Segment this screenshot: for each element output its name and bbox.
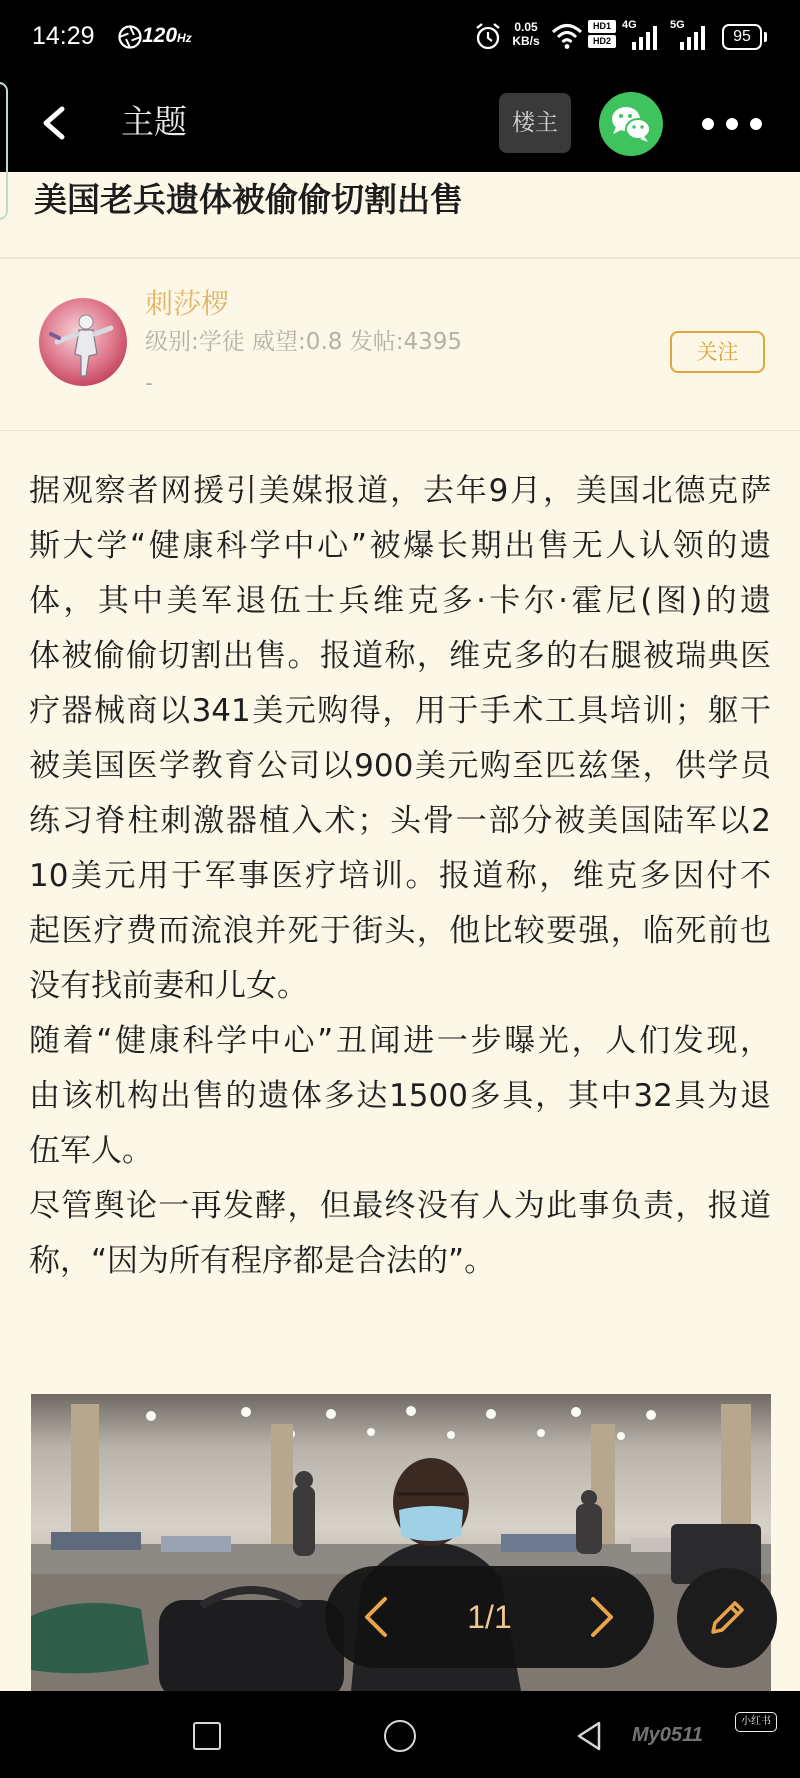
battery-nub [764, 32, 767, 42]
text-line: 起医疗费而流浪并死于街头，他比较要强，临死前也 [29, 913, 771, 949]
system-nav-bar [0, 1691, 800, 1778]
wifi-icon [551, 22, 583, 50]
text-line: 被美国医学教育公司以900美元购至匹兹堡，供学员 [29, 748, 771, 784]
image-pager [325, 1566, 654, 1668]
page-counter: 1/1 [467, 1599, 512, 1635]
text-line: 体，其中美军退伍士兵维克多·卡尔·霍尼(图)的遗 [29, 583, 771, 619]
hd1-badge: HD1 [588, 20, 616, 33]
network-speed-unit: KB/s [512, 34, 540, 48]
more-dots-icon[interactable] [700, 75, 764, 172]
text-line: 练习脊柱刺激器植入术；头骨一部分被美国陆军以2 [29, 803, 771, 839]
text-line: 疗器械商以341美元购得，用于手术工具培训；躯干 [29, 693, 771, 729]
refresh-rate [142, 22, 192, 52]
text-line: 10美元用于军事医疗培训。报道称，维克多因付不 [29, 858, 771, 894]
article-body [29, 464, 771, 1289]
header-title: 主题 [121, 102, 187, 141]
wechat-icon[interactable] [599, 92, 663, 156]
refresh-rate-unit: Hz [177, 31, 192, 45]
circle-icon[interactable] [384, 1720, 416, 1752]
reply-edit-button[interactable] [677, 1568, 777, 1668]
watermark-badge: 小红书 [735, 1712, 777, 1732]
paragraph [29, 1014, 771, 1179]
watermark-logo: My0511 [632, 1724, 703, 1746]
author-stats: 级别:学徒 威望:0.8 发帖:4395 [145, 329, 462, 355]
photo-bag [159, 1590, 344, 1691]
network-speed [506, 20, 546, 48]
dot [702, 118, 714, 130]
dot [750, 118, 762, 130]
chevron-right-icon[interactable] [587, 1595, 617, 1639]
battery-level: 95 [733, 28, 751, 45]
network-speed-value: 0.05 [514, 20, 538, 34]
author-signature: - [145, 371, 153, 396]
aperture-icon [117, 24, 143, 50]
follow-button[interactable]: 关注 [670, 331, 765, 373]
text-line: 尽管舆论一再发酵，但最终没有人为此事负责，报道 [29, 1188, 771, 1224]
text-line: 斯大学“健康科学中心”被爆长期出售无人认领的遗 [29, 528, 771, 564]
battery-icon [722, 24, 762, 50]
text-line: 由该机构出售的遗体多达1500多具，其中32具为退 [29, 1078, 771, 1114]
signal-icon [680, 26, 710, 50]
square-icon[interactable] [193, 1722, 221, 1750]
sim2-network-type: 5G [670, 19, 685, 31]
paragraph [29, 1179, 771, 1289]
divider [0, 257, 800, 259]
divider [0, 430, 800, 431]
signal-icon [632, 26, 662, 50]
edge-swipe-handle[interactable] [0, 82, 8, 220]
author-avatar[interactable] [39, 298, 127, 386]
photo-green-blanket [31, 1603, 149, 1673]
status-bar [0, 0, 800, 75]
dot [726, 118, 738, 130]
pencil-icon [705, 1596, 749, 1640]
back-chevron-icon[interactable] [38, 105, 70, 141]
hd2-badge: HD2 [588, 35, 616, 48]
text-line: 随着“健康科学中心”丑闻进一步曝光，人们发现， [29, 1023, 771, 1059]
text-line: 称，“因为所有程序都是合法的”。 [29, 1243, 496, 1279]
paragraph [29, 464, 771, 1014]
post-title: 美国老兵遗体被偷偷切割出售 [34, 180, 463, 219]
alarm-icon [474, 22, 502, 52]
refresh-rate-value: 120 [142, 24, 178, 47]
hd-badges [588, 20, 616, 50]
text-line: 没有找前妻和儿女。 [29, 968, 308, 1004]
text-line: 伍军人。 [29, 1133, 153, 1169]
text-line: 据观察者网援引美媒报道，去年9月，美国北德克萨 [29, 473, 771, 509]
text-line: 体被偷偷切割出售。报道称，维克多的右腿被瑞典医 [29, 638, 771, 674]
author-name[interactable]: 刺莎椤 [145, 287, 230, 320]
status-time: 14:29 [32, 22, 95, 50]
sim1-network-type: 4G [622, 19, 637, 31]
app-header [0, 75, 800, 172]
op-only-button[interactable]: 楼主 [499, 93, 571, 153]
triangle-back-icon[interactable] [574, 1720, 604, 1752]
